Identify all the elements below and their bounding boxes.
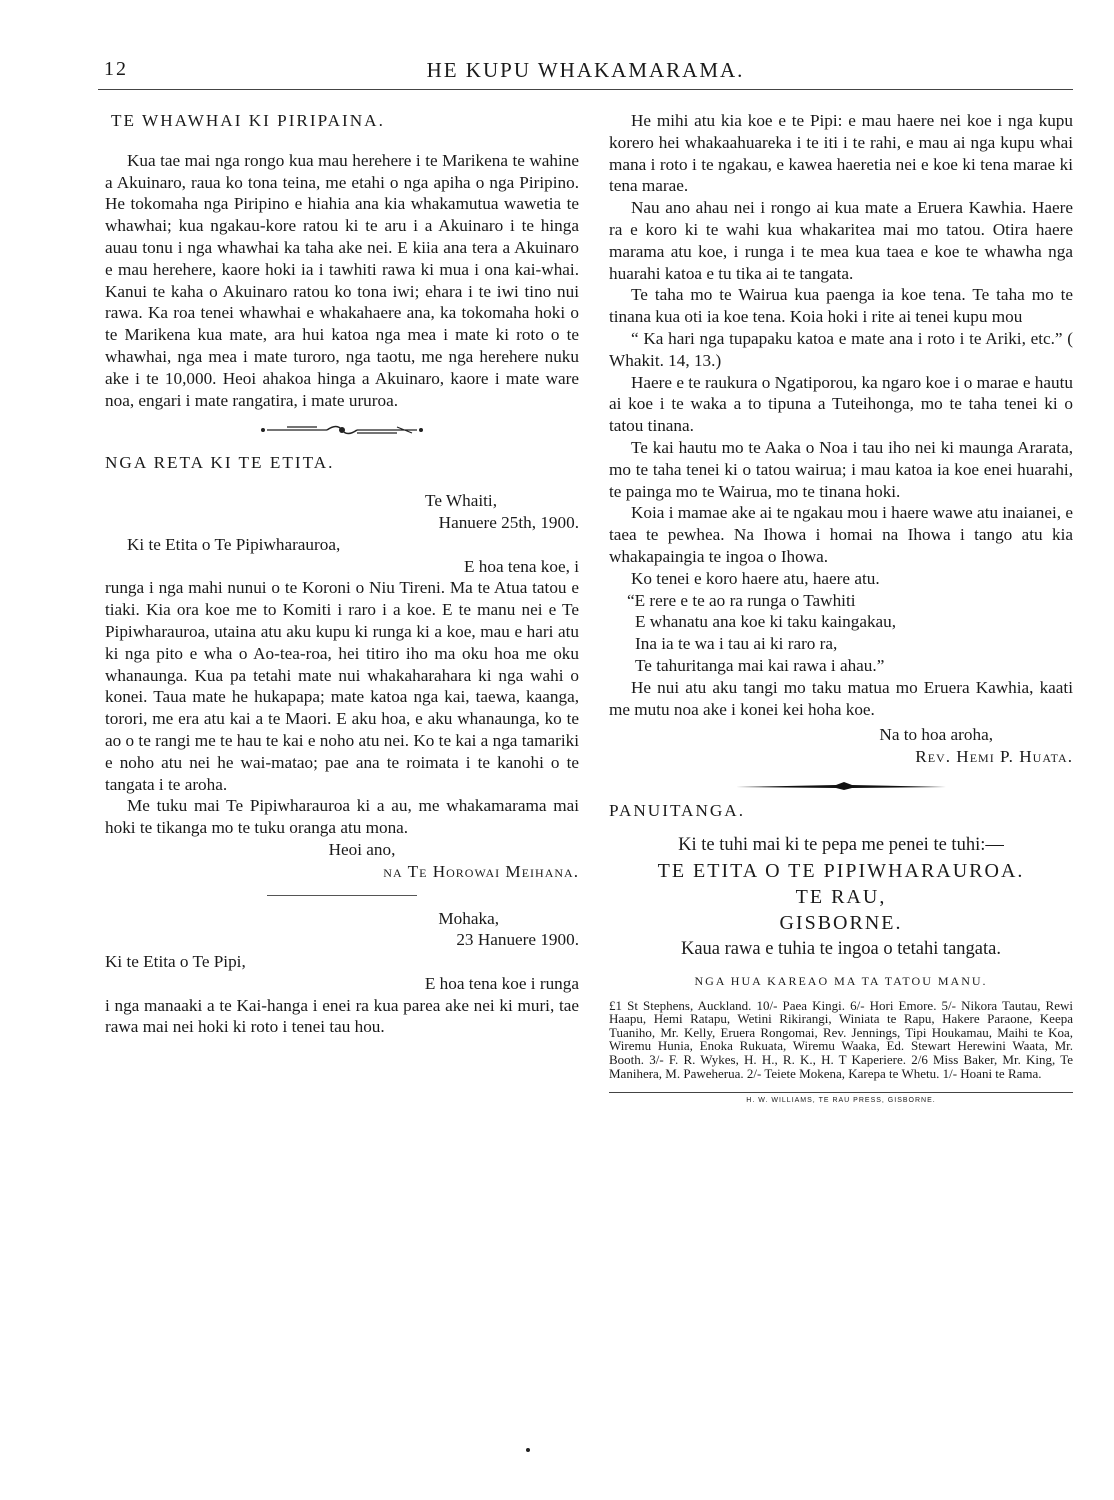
address-line-2: TE RAU, bbox=[795, 885, 887, 908]
bottom-rule bbox=[609, 1092, 1073, 1093]
poem-line: Te tahuritanga mai kai rawa i ahau.” bbox=[635, 655, 885, 675]
letter2-greeting: E hoa tena koe i runga bbox=[424, 973, 579, 993]
right-paragraph-3: Te taha mo te Wairua kua paenga ia koe tena. Te taha mo te tinana kua oti ia koe tena. Koia hoki i rite ai tenei kupu mou bbox=[609, 285, 1073, 327]
letter1-place: Te Whaiti, bbox=[425, 491, 497, 511]
letter1-closing: Heoi ano, bbox=[328, 839, 396, 859]
right-paragraph-5: Haere e te raukura o Ngatiporou, ka ngaro koe i o marae e hautu ai koe i te waka a to tipuna a Tuteihonga, mo te taha tenei ki o tatou tinana. bbox=[609, 372, 1073, 436]
section-rule bbox=[267, 895, 417, 896]
letter2-place: Mohaka, bbox=[438, 908, 499, 928]
ornament-icon bbox=[257, 423, 427, 437]
poem bbox=[609, 590, 1073, 677]
right-paragraph-8: Ko tenei e koro haere atu, haere atu. bbox=[631, 568, 880, 588]
page-number: 12 bbox=[104, 58, 128, 80]
letter2-date: 23 Hanuere 1900. bbox=[456, 930, 579, 950]
letter2-salutation: Ki te Etita o Te Pipi, bbox=[105, 952, 246, 972]
panui-intro: Ki te tuhi mai ki te pepa me penei te tuhi:— bbox=[678, 834, 1004, 855]
ornament-divider bbox=[105, 423, 579, 442]
letter2-body: i nga manaaki a te Kai-hanga i enei ra kua parea ake nei ki muri, tae rawa mai nei hoki ki roto i tenei tau hou. bbox=[105, 995, 579, 1037]
panui-heading: PANUITANGA. bbox=[609, 800, 746, 820]
letter1-greeting: E hoa tena koe, i bbox=[463, 556, 579, 576]
ink-speck bbox=[526, 1448, 530, 1452]
printer-imprint: H. W. WILLIAMS, TE RAU PRESS, GISBORNE. bbox=[746, 1097, 936, 1105]
left-column bbox=[105, 110, 579, 1038]
right-paragraph-7: Koia i mamae ake ai te ngakau mou i haere wawe atu inaianei, e taea te pewhea. Na Ihowa i homai na Ihowa i tango atu kia whakapaingia te ingoa o Ihowa. bbox=[609, 503, 1073, 566]
letter1-date: Hanuere 25th, 1900. bbox=[438, 512, 579, 532]
address-line-1: TE ETITA O TE PIPIWHARAUROA. bbox=[657, 859, 1025, 882]
address-line-3: GISBORNE. bbox=[779, 911, 903, 934]
letter1-salutation: Ki te Etita o Te Pipiwharauroa, bbox=[127, 534, 341, 554]
thick-divider bbox=[736, 782, 946, 790]
right-paragraph-9: He nui atu aku tangi mo taku matua mo Eruera Kawhia, kaati me mutu noa ake i konei kei hoha koe. bbox=[609, 677, 1073, 719]
war-heading: TE WHAWHAI KI PIRIPAINA. bbox=[111, 111, 385, 130]
poem-line: E whanatu ana koe ki taku kaingakau, bbox=[635, 612, 897, 632]
letter1-body2: Me tuku mai Te Pipiwharauroa ki a au, me whakamarama mai hoki te tikanga mo te tuku oranga atu mona. bbox=[105, 796, 579, 838]
poem-line: “E rere e te ao ra runga o Tawhiti bbox=[627, 590, 856, 610]
right-paragraph-4: “ Ka hari nga tupapaku katoa e mate ana i roto i te Ariki, etc.” ( Whakit. 14, 13.) bbox=[609, 328, 1073, 370]
running-title: HE KUPU WHAKAMARAMA. bbox=[426, 58, 745, 82]
war-article-text: Kua tae mai nga rongo kua mau herehere i te Marikena te wahine a Akuinaro, raua ko tona teina, me etahi o nga apiha o nga Piripino. He tokomaha nga Piripino e hiahia ana kia whakamutua wawetia te whawhai; kua ngakau-kore ratou ki te aru i a Akuinaro i te hinga auau tonu i nga whawhai ka taha ake nei. E kiia ana tera a Akuinaro e mau herehere, kaore hoki ia i tawhiti rawa ki mua i ona kai-whai. Kanui te kaha o Akuinaro ratou ko tona iwi; ehara i te iwi tino nui rawa. Ka roa tenei whawhai e whakahaere ana, ka tokomaha hoki o te Marikena kua mate, ara hui katoa nga mea i mate ki roto o te whawhai, nga mea i mate turoro, nga taotu, me nga herehere nuku ake i te 10,000. Heoi ahakoa hinga a Akuinaro, kaore i mate ware noa, engari i mate rangatira, i mate ururoa. bbox=[105, 150, 579, 410]
right-signature: Rev. Hemi P. Huata. bbox=[915, 747, 1073, 767]
header-rule bbox=[98, 89, 1073, 90]
right-paragraph-1: He mihi atu kia koe e te Pipi: e mau haere nei koe i nga kupu korero hei whakaahuareka i te iti i te rahi, e mau ai nga kupu whai mana i roto i te ngakau, e kawea haeretia nei e koe ki tena marae ki tena marae. bbox=[609, 111, 1073, 196]
panui-note: Kaua rawa e tuhia te ingoa o tetahi tangata. bbox=[680, 938, 1001, 959]
right-paragraph-6: Te kai hautu mo te Aaka o Noa i tau iho nei ki maunga Ararata, mo te taha tenei ki o tatou wairua; i mau katoa ia koe enei huarahi, te painga mo te Wairua, mo te tinana hoki. bbox=[609, 437, 1073, 501]
letters-heading: NGA RETA KI TE ETITA. bbox=[105, 453, 335, 473]
right-closing: Na to hoa aroha, bbox=[879, 725, 993, 745]
right-column bbox=[609, 110, 1073, 1104]
poem-line: Ina ia te wa i tau ai ki raro ra, bbox=[635, 634, 838, 654]
letter1-signature: na Te Horowai Meihana. bbox=[383, 861, 579, 881]
payments-heading: NGA HUA KAREAO MA TA TATOU MANU. bbox=[694, 973, 988, 988]
letter1-body: runga i nga mahi nunui o te Koroni o Niu Tireni. Ma te Atua tatou e tiaki. Kia ora koe me to Komiti i raro i a koe. E te manu nei e Te Pipiwharauroa, utaina atu aku kupu ki runga ki a koe, mau e hari atu ki nga pito e wha o Ao-tea-roa, hei titiro iho ma oku hoa me oku whanaunga. Kua pa tetahi mate nui whakaharahara ki nga wahi o konei. Taua mate he hukapapa; mate katoa nga kai, taewa, kaanga, torori, me era atu kai a te Maori. E aku hoa, e aku whanaunga, ko te ao o te rangi me te hau te kai e noho atu nei. Ko te kai a nga tamariki e noho atu nei he wai-matao; pae ana te roimata i te kanohi o te tangata i te aroha. bbox=[105, 578, 579, 794]
page-header bbox=[98, 58, 1073, 88]
right-paragraph-2: Nau ano ahau nei i rongo ai kua mate a Eruera Kawhia. Haere ra e koro ki te wahi kua whakaritea mai mo tatou. Otira haere marama atu koe, i runga i te mea kua taea e koe te whawha nga huarahi katoa e tu tika ai te tangata. bbox=[609, 198, 1073, 283]
payments-list: £1 St Stephens, Auckland. 10/- Paea Kingi. 6/- Hori Emore. 5/- Nikora Tautau, Rewi Haapu, Hemi Ratapu, Wetini Rikirangi, Winiata te Rapu, Hakere Paraone, Keepa Tuaniho, Mr. Kelly, Eruera Rongomai, Rev. Jennings, Tipi Houkamau, Maihi te Koa, Wiremu Hunia, Enoka Rukuata, Wiremu Waaka, Ed. Stewart Herewini Waata, Mr. Booth. 3/- F. R. Wykes, H. H., R. K., H. T Kaperiere. 2/6 Miss Baker, Mr. King, Te Manihera, M. Paweherua. 2/- Teiete Mokena, Karepa te Whetu. 1/- Hoani te Rama. bbox=[609, 997, 1073, 1081]
